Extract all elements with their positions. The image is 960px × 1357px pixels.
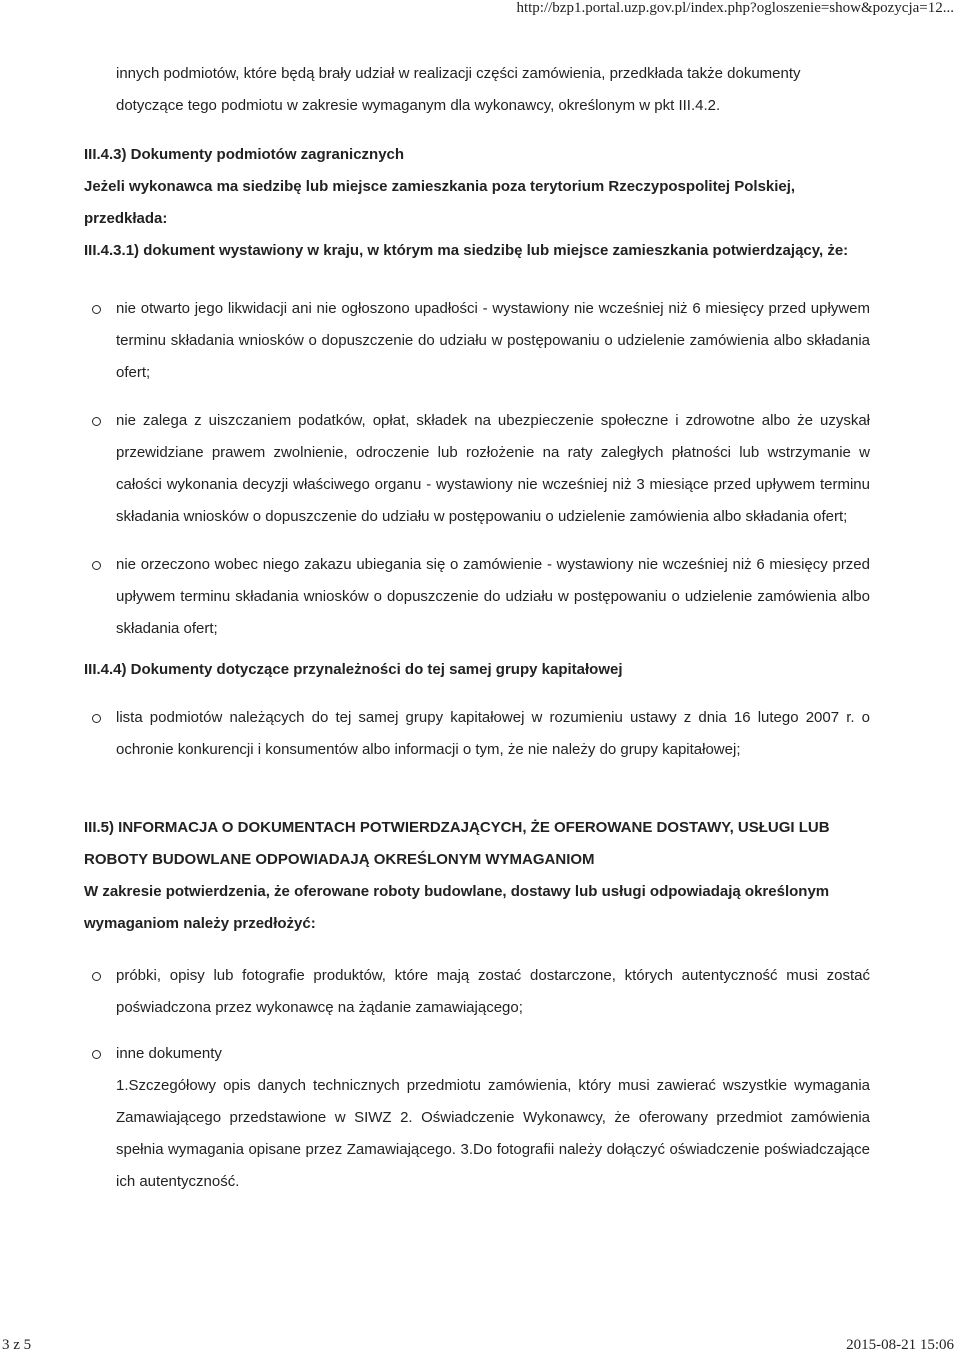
list-item	[84, 405, 870, 533]
bullet-icon	[92, 1050, 101, 1059]
page-number: 3 z 5	[2, 1337, 32, 1353]
bullet-icon	[92, 305, 101, 314]
section-5-heading: III.5) INFORMACJA O DOKUMENTACH POTWIERDZAJĄCYCH, ŻE OFEROWANE DOSTAWY, USŁUGI LUB ROBOTY BUDOWLANE ODPOWIADAJĄ OKREŚLONYM WYMAGANIOM	[84, 819, 830, 868]
list-item	[84, 702, 870, 766]
capital-group-list	[84, 702, 870, 766]
section-4-3-heading: III.4.3) Dokumenty podmiotów zagranicznych	[84, 146, 405, 163]
list-item-text: nie orzeczono wobec niego zakazu ubiegania się o zamówienie - wystawiony nie wcześniej niż 6 miesięcy przed upływem terminu składania wniosków o dopuszczenie do udziału w postępowaniu o udzielenie zamówienia albo składania ofert;	[116, 556, 870, 637]
list-item	[84, 293, 870, 389]
list-item	[84, 549, 870, 645]
section-4-3-1-heading: III.4.3.1) dokument wystawiony w kraju, w którym ma siedzibę lub miejsce zamieszkania potwierdzający, że:	[84, 242, 849, 259]
section-4-4-heading: III.4.4) Dokumenty dotyczące przynależności do tej samej grupy kapitałowej	[84, 661, 623, 678]
list-item-text: lista podmiotów należących do tej samej grupy kapitałowej w rozumieniu ustawy z dnia 16 lutego 2007 r. o ochronie konkurencji i konsumentów albo informacji o tym, że nie należy do grupy kapitałowej;	[116, 709, 870, 758]
list-item	[84, 960, 870, 1024]
list-item-text: nie zalega z uiszczaniem podatków, opłat, składek na ubezpieczenie społeczne i zdrowotne albo że uzyskał przewidziane prawem zwolnienie, odroczenie lub rozłożenie na raty zaległych płatności lub wstrzymanie w całości wykonania decyzji właściwego organu - wystawiony nie wcześniej niż 3 miesiące przed upływem terminu składania wniosków o dopuszczenie do udziału w postępowaniu o udzielenie zamówienia albo składania ofert;	[116, 412, 870, 525]
list-item-body: 1.Szczegółowy opis danych technicznych przedmiotu zamówienia, który musi zawierać wszystkie wymagania Zamawiającego przedstawione w SIWZ 2. Oświadczenie Wykonawcy, że oferowany przedmiot zamówienia spełnia wymagania opisane przez Zamawiającego. 3.Do fotografii należy dołączyć oświadczenie poświadczające ich autentyczność.	[116, 1077, 870, 1190]
list-item-text: próbki, opisy lub fotografie produktów, które mają zostać dostarczone, których autentyczność musi zostać poświadczona przez wykonawcę na żądanie zamawiającego;	[116, 967, 870, 1016]
page-url: http://bzp1.portal.uzp.gov.pl/index.php?ogloszenie=show&pozycja=12...	[516, 0, 954, 16]
bullet-icon	[92, 714, 101, 723]
list-item-text: nie otwarto jego likwidacji ani nie ogłoszono upadłości - wystawiony nie wcześniej niż 6 miesięcy przed upływem terminu składania wniosków o dopuszczenie do udziału w postępowaniu o udzielenie zamówienia albo składania ofert;	[116, 300, 870, 381]
section-4-3-lead: Jeżeli wykonawca ma siedzibę lub miejsce zamieszkania poza terytorium Rzeczypospolitej Polskiej, przedkłada:	[84, 178, 796, 227]
print-timestamp: 2015-08-21 15:06	[846, 1337, 954, 1353]
foreign-documents-list	[84, 293, 870, 645]
list-item-title: inne dokumenty	[116, 1045, 222, 1062]
bullet-icon	[92, 561, 101, 570]
intro-paragraph: innych podmiotów, które będą brały udział w realizacji części zamówienia, przedkłada także dokumenty dotyczące tego podmiotu w zakresie wymaganym dla wykonawcy, określonym w pkt III.4.2.	[116, 65, 801, 114]
list-item	[84, 1038, 870, 1198]
bullet-icon	[92, 972, 101, 981]
document-body	[84, 58, 870, 1198]
section-5-lead: W zakresie potwierdzenia, że oferowane roboty budowlane, dostawy lub usługi odpowiadają określonym wymaganiom należy przedłożyć:	[84, 883, 830, 932]
conformity-documents-list	[84, 960, 870, 1198]
bullet-icon	[92, 417, 101, 426]
